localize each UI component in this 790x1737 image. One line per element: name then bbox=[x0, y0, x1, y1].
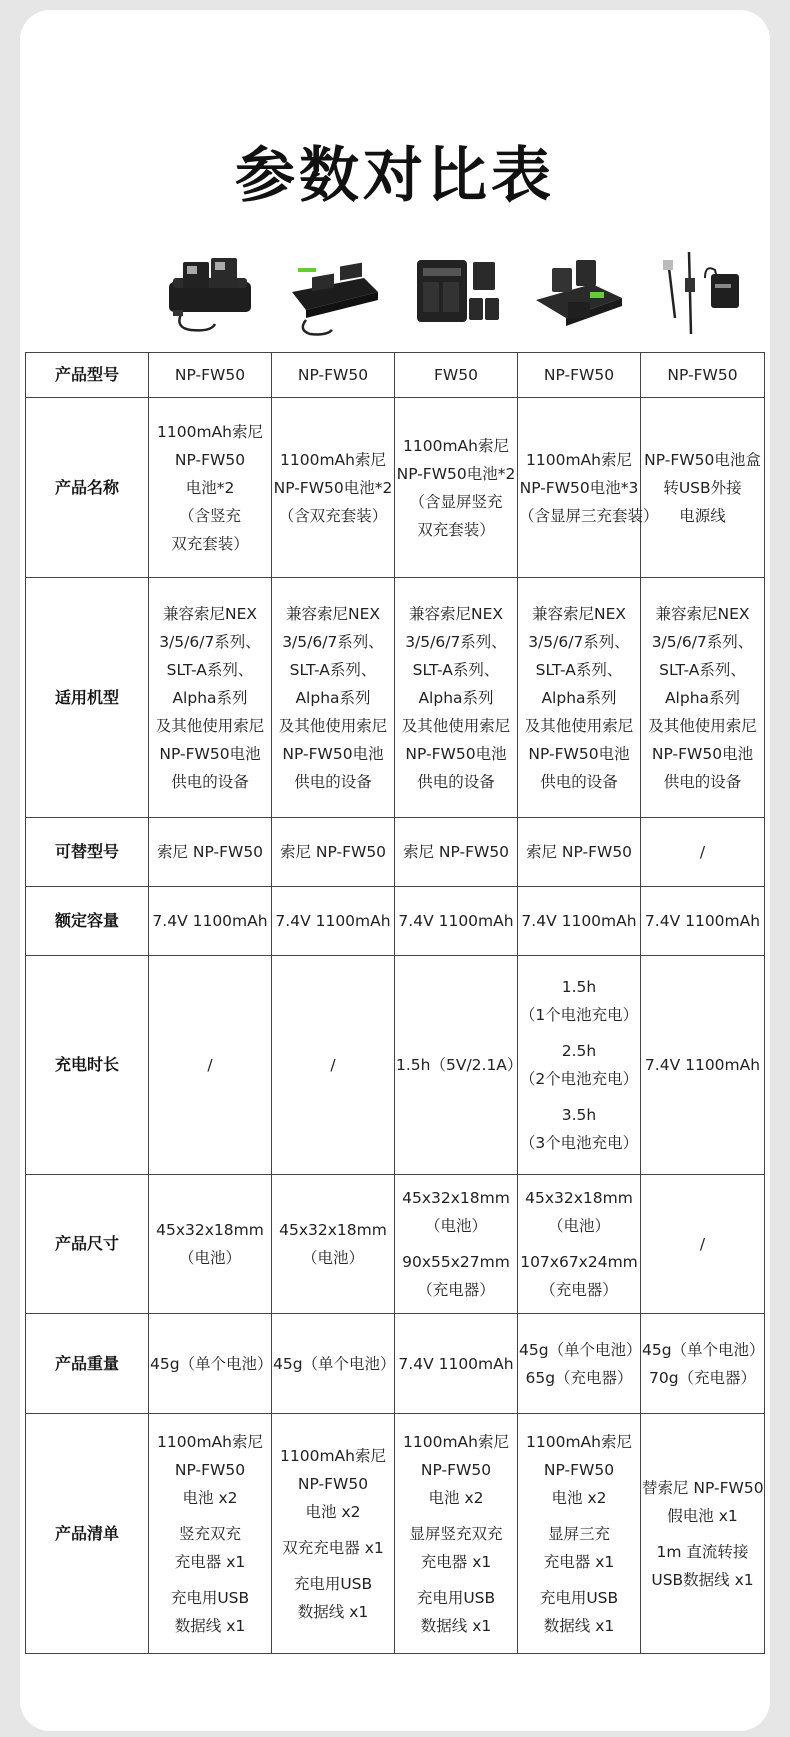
table-cell bbox=[272, 818, 395, 887]
table-cell bbox=[641, 353, 765, 398]
cell-text-line: 45g（单个电池） bbox=[150, 1354, 273, 1373]
table-cell bbox=[272, 1414, 395, 1654]
table-cell bbox=[395, 1414, 518, 1654]
cell-text-line: 兼容索尼NEX bbox=[531, 604, 626, 623]
row-label: 可替型号 bbox=[26, 818, 149, 887]
cell-text-block bbox=[396, 1584, 516, 1640]
table-cell bbox=[641, 887, 765, 956]
table-cell bbox=[641, 956, 765, 1175]
cell-text-line: 供电的设备 bbox=[294, 772, 372, 791]
cell-text-line: 1.5h bbox=[561, 978, 597, 996]
cell-text-line: 供电的设备 bbox=[663, 772, 742, 791]
cell-text-line: 供电的设备 bbox=[417, 772, 495, 791]
cell-text-line: 显屏三充 bbox=[547, 1524, 610, 1543]
cell-text-block bbox=[273, 361, 393, 389]
cell-text-block bbox=[396, 1184, 516, 1240]
dual-display-charger-image bbox=[286, 248, 381, 338]
cell-text-block bbox=[396, 432, 516, 544]
cell-text-block bbox=[642, 1538, 763, 1594]
cell-text-line: 及其他使用索尼 bbox=[401, 716, 511, 735]
cell-text-line: / bbox=[207, 1056, 213, 1074]
table-cell bbox=[395, 578, 518, 818]
cell-text-block bbox=[642, 361, 763, 389]
cell-text-line: 电池 x2 bbox=[182, 1488, 238, 1507]
cell-text-line: 7.4V 1100mAh bbox=[275, 912, 391, 930]
cell-text-line: / bbox=[699, 1235, 706, 1253]
cell-text-line: （1个电池充电） bbox=[519, 1006, 639, 1024]
cell-text-line: NP-FW50电池*3 bbox=[519, 478, 639, 497]
table-cell bbox=[149, 398, 272, 578]
row-label: 产品型号 bbox=[26, 353, 149, 398]
cell-text-line: 兼容索尼NEX bbox=[285, 604, 380, 623]
cell-text-line: 及其他使用索尼 bbox=[155, 716, 265, 735]
cell-text-line: （电池） bbox=[178, 1249, 241, 1267]
cell-text-block bbox=[519, 446, 659, 530]
cell-text-line: 45x32x18mm bbox=[156, 1221, 264, 1239]
dual-charger-with-two-batteries-image bbox=[163, 248, 258, 338]
product-image-1 bbox=[149, 238, 272, 348]
row-label: 产品清单 bbox=[26, 1414, 149, 1654]
cell-text-block bbox=[396, 1428, 516, 1512]
table-cell bbox=[641, 1314, 765, 1414]
cell-text-line: 索尼 NP-FW50 bbox=[279, 843, 387, 861]
cell-text-line: 3/5/6/7系列、 bbox=[651, 632, 754, 651]
cell-text-line: 7.4V 1100mAh bbox=[398, 1354, 514, 1373]
cell-text-block bbox=[396, 1520, 516, 1576]
cell-text-line: 70g（充电器） bbox=[648, 1368, 757, 1387]
cell-text-block bbox=[396, 1350, 516, 1378]
cell-text-block bbox=[396, 838, 516, 866]
cell-text-block bbox=[642, 907, 763, 935]
cell-text-line: NP-FW50电池 bbox=[651, 744, 754, 763]
cell-text-block bbox=[150, 1350, 273, 1378]
cell-text-line: 转USB外接 bbox=[663, 478, 742, 497]
cell-text-line: 45g（单个电池） bbox=[642, 1340, 765, 1359]
cell-text-line: 及其他使用索尼 bbox=[524, 716, 634, 735]
cell-text-line: NP-FW50 bbox=[543, 1460, 615, 1479]
cell-text-line: 双充套装） bbox=[417, 520, 495, 539]
table-cell bbox=[518, 887, 641, 956]
table-row bbox=[26, 1314, 765, 1414]
cell-text-line: NP-FW50电池*2 bbox=[273, 478, 393, 497]
cell-text-line: SLT-A系列、 bbox=[412, 660, 500, 679]
cell-text-line: 及其他使用索尼 bbox=[278, 716, 388, 735]
cell-text-line: 107x67x24mm bbox=[520, 1253, 638, 1271]
cell-text-line: NP-FW50 bbox=[174, 1460, 246, 1479]
cell-text-block bbox=[519, 1101, 639, 1157]
table-cell bbox=[518, 578, 641, 818]
cell-text-block bbox=[150, 361, 270, 389]
cell-text-block bbox=[642, 600, 763, 796]
cell-text-block bbox=[642, 1336, 763, 1392]
cell-text-block bbox=[642, 1230, 763, 1258]
cell-text-line: 7.4V 1100mAh bbox=[398, 912, 514, 930]
table-cell bbox=[395, 1175, 518, 1314]
table-cell bbox=[272, 956, 395, 1175]
cell-text-line: NP-FW50电池 bbox=[405, 744, 507, 763]
table-row bbox=[26, 353, 765, 398]
cell-text-line: 供电的设备 bbox=[540, 772, 618, 791]
cell-text-block bbox=[150, 1051, 270, 1079]
cell-text-block bbox=[396, 361, 516, 389]
table-cell bbox=[272, 578, 395, 818]
spec-comparison-table bbox=[25, 352, 765, 1654]
cell-text-line: 1100mAh索尼 bbox=[403, 1432, 509, 1451]
cell-text-block bbox=[273, 838, 393, 866]
cell-text-line: USB数据线 x1 bbox=[651, 1570, 754, 1589]
cell-text-block bbox=[273, 1350, 396, 1378]
cell-text-block bbox=[273, 1442, 393, 1526]
cell-text-line: 充电用USB bbox=[293, 1574, 373, 1593]
cell-text-line: 3/5/6/7系列、 bbox=[159, 632, 261, 651]
table-row bbox=[26, 887, 765, 956]
cell-text-line: 兼容索尼NEX bbox=[408, 604, 503, 623]
cell-text-line: 7.4V 1100mAh bbox=[644, 912, 761, 930]
usb-dummy-battery-cable-image bbox=[655, 248, 750, 338]
cell-text-line: NP-FW50电池*2 bbox=[396, 464, 516, 483]
cell-text-line: / bbox=[330, 1056, 336, 1074]
cell-text-line: 替索尼 NP-FW50 bbox=[642, 1478, 764, 1497]
product-image-2 bbox=[272, 238, 395, 348]
cell-text-line: （含显屏竖充 bbox=[409, 492, 503, 511]
cell-text-block bbox=[150, 418, 270, 558]
cell-text-line: （3个电池充电） bbox=[519, 1134, 639, 1152]
cell-text-line: 3/5/6/7系列、 bbox=[282, 632, 384, 651]
cell-text-line: SLT-A系列、 bbox=[535, 660, 623, 679]
cell-text-line: 7.4V 1100mAh bbox=[152, 912, 268, 930]
table-cell bbox=[395, 818, 518, 887]
cell-text-block bbox=[519, 1184, 639, 1240]
cell-text-block bbox=[396, 600, 516, 796]
cell-text-line: 3.5h bbox=[561, 1106, 597, 1124]
cell-text-line: （电池） bbox=[301, 1249, 364, 1267]
cell-text-line: 7.4V 1100mAh bbox=[644, 1056, 761, 1074]
cell-text-block bbox=[642, 1051, 763, 1079]
cell-text-block bbox=[519, 1520, 639, 1576]
cell-text-line: NP-FW50 bbox=[543, 366, 615, 384]
row-label: 产品名称 bbox=[26, 398, 149, 578]
product-image-5 bbox=[641, 238, 764, 348]
table-row bbox=[26, 818, 765, 887]
cell-text-line: Alpha系列 bbox=[541, 688, 617, 707]
table-cell bbox=[641, 1175, 765, 1314]
vertical-display-charger-image bbox=[409, 248, 504, 338]
cell-text-line: 1100mAh索尼 bbox=[157, 1432, 263, 1451]
cell-text-block bbox=[273, 1216, 393, 1272]
table-cell bbox=[272, 1314, 395, 1414]
cell-text-block bbox=[519, 1584, 639, 1640]
cell-text-line: 索尼 NP-FW50 bbox=[525, 843, 633, 861]
cell-text-block bbox=[642, 1474, 763, 1530]
table-cell bbox=[395, 398, 518, 578]
cell-text-line: NP-FW50 bbox=[174, 450, 246, 469]
table-cell bbox=[518, 398, 659, 578]
cell-text-line: 电池*2 bbox=[185, 478, 235, 497]
cell-text-block bbox=[519, 1336, 642, 1392]
cell-text-block bbox=[273, 446, 393, 530]
cell-text-line: 数据线 x1 bbox=[543, 1616, 615, 1635]
cell-text-line: （电池） bbox=[547, 1217, 610, 1235]
table-cell bbox=[641, 1414, 765, 1654]
cell-text-line: 1m 直流转接 bbox=[656, 1542, 749, 1561]
cell-text-block bbox=[273, 907, 393, 935]
cell-text-line: NP-FW50 bbox=[174, 366, 246, 384]
table-cell bbox=[518, 1175, 641, 1314]
cell-text-block bbox=[396, 1248, 516, 1304]
table-cell bbox=[641, 578, 765, 818]
table-cell bbox=[272, 1175, 395, 1314]
table-cell bbox=[518, 818, 641, 887]
cell-text-line: 90x55x27mm bbox=[402, 1253, 510, 1271]
table-cell bbox=[518, 1414, 641, 1654]
cell-text-line: 1.5h（5V/2.1A） bbox=[396, 1056, 523, 1074]
cell-text-block bbox=[396, 907, 516, 935]
cell-text-block bbox=[150, 1428, 270, 1512]
page-title: 参数对比表 bbox=[235, 141, 555, 211]
cell-text-line: 索尼 NP-FW50 bbox=[156, 843, 264, 861]
cell-text-line: 45x32x18mm bbox=[402, 1189, 510, 1207]
cell-text-line: 1100mAh索尼 bbox=[280, 450, 386, 469]
table-row bbox=[26, 1414, 765, 1654]
cell-text-line: NP-FW50 bbox=[667, 366, 738, 384]
cell-text-line: 双充套装） bbox=[171, 534, 249, 553]
cell-text-line: 3/5/6/7系列、 bbox=[528, 632, 630, 651]
cell-text-line: Alpha系列 bbox=[664, 688, 741, 707]
cell-text-line: （2个电池充电） bbox=[519, 1070, 639, 1088]
cell-text-line: 45x32x18mm bbox=[279, 1221, 387, 1239]
cell-text-line: FW50 bbox=[434, 366, 478, 384]
cell-text-line: SLT-A系列、 bbox=[289, 660, 377, 679]
cell-text-block bbox=[642, 838, 763, 866]
cell-text-line: Alpha系列 bbox=[172, 688, 248, 707]
cell-text-line: 电池 x2 bbox=[551, 1488, 607, 1507]
cell-text-block bbox=[273, 1570, 393, 1626]
table-cell bbox=[518, 956, 641, 1175]
row-label: 充电时长 bbox=[26, 956, 149, 1175]
cell-text-line: NP-FW50电池盒 bbox=[644, 450, 761, 469]
cell-text-block bbox=[150, 907, 270, 935]
product-image-4 bbox=[518, 238, 641, 348]
cell-text-line: 充电器 x1 bbox=[543, 1552, 615, 1571]
table-row bbox=[26, 956, 765, 1175]
cell-text-line: Alpha系列 bbox=[295, 688, 371, 707]
cell-text-line: 电池 x2 bbox=[305, 1502, 361, 1521]
cell-text-line: 双充充电器 x1 bbox=[282, 1538, 384, 1557]
table-cell bbox=[641, 818, 765, 887]
table-cell bbox=[518, 1314, 641, 1414]
cell-text-line: 充电用USB bbox=[539, 1588, 619, 1607]
cell-text-line: 供电的设备 bbox=[171, 772, 249, 791]
cell-text-line: NP-FW50电池 bbox=[159, 744, 261, 763]
cell-text-line: （含双充套装） bbox=[278, 506, 388, 525]
cell-text-line: 显屏竖充双充 bbox=[409, 1524, 503, 1543]
cell-text-line: NP-FW50 bbox=[297, 1474, 369, 1493]
cell-text-block bbox=[519, 361, 639, 389]
cell-text-line: Alpha系列 bbox=[418, 688, 494, 707]
table-cell bbox=[149, 956, 272, 1175]
table-cell bbox=[395, 353, 518, 398]
row-label: 额定容量 bbox=[26, 887, 149, 956]
table-cell bbox=[395, 887, 518, 956]
cell-text-line: 7.4V 1100mAh bbox=[521, 912, 637, 930]
table-cell bbox=[272, 398, 395, 578]
cell-text-block bbox=[519, 600, 639, 796]
table-cell bbox=[395, 956, 523, 1175]
cell-text-block bbox=[273, 1051, 393, 1079]
cell-text-line: 数据线 x1 bbox=[420, 1616, 492, 1635]
product-image-3 bbox=[395, 238, 518, 348]
cell-text-line: 兼容索尼NEX bbox=[162, 604, 257, 623]
cell-text-line: NP-FW50电池 bbox=[528, 744, 630, 763]
cell-text-block bbox=[519, 1248, 639, 1304]
cell-text-block bbox=[150, 838, 270, 866]
cell-text-block bbox=[150, 1520, 270, 1576]
table-cell bbox=[149, 1314, 272, 1414]
cell-text-line: NP-FW50 bbox=[297, 366, 369, 384]
row-label: 产品尺寸 bbox=[26, 1175, 149, 1314]
cell-text-line: 充电器 x1 bbox=[174, 1552, 246, 1571]
cell-text-line: 3/5/6/7系列、 bbox=[405, 632, 507, 651]
cell-text-line: 1100mAh索尼 bbox=[526, 1432, 632, 1451]
cell-text-line: 1100mAh索尼 bbox=[157, 422, 263, 441]
row-label: 产品重量 bbox=[26, 1314, 149, 1414]
table-cell bbox=[149, 1175, 272, 1314]
cell-text-block bbox=[519, 838, 639, 866]
cell-text-line: 1100mAh索尼 bbox=[526, 450, 632, 469]
table-cell bbox=[518, 353, 641, 398]
cell-text-line: 1100mAh索尼 bbox=[403, 436, 509, 455]
cell-text-line: 索尼 NP-FW50 bbox=[402, 843, 510, 861]
cell-text-line: 电源线 bbox=[679, 506, 726, 525]
triple-charger-with-batteries-image bbox=[532, 248, 627, 338]
cell-text-block bbox=[519, 907, 639, 935]
cell-text-block bbox=[150, 1584, 270, 1640]
cell-text-line: （电池） bbox=[424, 1217, 487, 1235]
cell-text-line: SLT-A系列、 bbox=[166, 660, 254, 679]
cell-text-block bbox=[150, 1216, 270, 1272]
row-label: 适用机型 bbox=[26, 578, 149, 818]
cell-text-line: （含显屏三充套装） bbox=[519, 506, 659, 525]
cell-text-line: SLT-A系列、 bbox=[659, 660, 746, 679]
table-row bbox=[26, 578, 765, 818]
cell-text-line: 数据线 x1 bbox=[174, 1616, 246, 1635]
cell-text-block bbox=[519, 1037, 639, 1093]
table-cell bbox=[149, 353, 272, 398]
table-cell bbox=[149, 578, 272, 818]
table-cell bbox=[149, 818, 272, 887]
table-cell bbox=[395, 1314, 518, 1414]
cell-text-line: （含竖充 bbox=[178, 506, 241, 525]
cell-text-line: 45g（单个电池） bbox=[273, 1354, 396, 1373]
cell-text-line: 充电用USB bbox=[170, 1588, 250, 1607]
cell-text-block bbox=[273, 600, 393, 796]
cell-text-line: 竖充双充 bbox=[178, 1524, 241, 1543]
cell-text-line: 及其他使用索尼 bbox=[648, 716, 757, 735]
cell-text-block bbox=[396, 1051, 523, 1079]
table-cell bbox=[149, 1414, 272, 1654]
cell-text-line: 电池 x2 bbox=[428, 1488, 484, 1507]
table-cell bbox=[641, 398, 765, 578]
cell-text-block bbox=[150, 600, 270, 796]
cell-text-line: 1100mAh索尼 bbox=[280, 1446, 386, 1465]
cell-text-line: 2.5h bbox=[561, 1042, 597, 1060]
cell-text-block bbox=[273, 1534, 393, 1562]
cell-text-line: 45x32x18mm bbox=[525, 1189, 633, 1207]
table-cell bbox=[272, 353, 395, 398]
product-images-row bbox=[149, 238, 764, 348]
cell-text-line: 兼容索尼NEX bbox=[655, 604, 750, 623]
cell-text-line: 65g（充电器） bbox=[525, 1368, 633, 1387]
cell-text-line: 充电器 x1 bbox=[420, 1552, 492, 1571]
table-row bbox=[26, 1175, 765, 1314]
cell-text-line: 数据线 x1 bbox=[297, 1602, 369, 1621]
cell-text-line: （充电器） bbox=[417, 1281, 495, 1299]
cell-text-line: NP-FW50 bbox=[420, 1460, 492, 1479]
cell-text-block bbox=[642, 446, 763, 530]
cell-text-block bbox=[519, 973, 639, 1029]
table-cell bbox=[149, 887, 272, 956]
cell-text-block bbox=[519, 1428, 639, 1512]
cell-text-line: NP-FW50电池 bbox=[282, 744, 384, 763]
table-cell bbox=[272, 887, 395, 956]
cell-text-line: 假电池 x1 bbox=[667, 1506, 738, 1525]
cell-text-line: （充电器） bbox=[540, 1281, 618, 1299]
table-row bbox=[26, 398, 765, 578]
cell-text-line: 充电用USB bbox=[416, 1588, 496, 1607]
cell-text-line: / bbox=[699, 843, 706, 861]
cell-text-line: 45g（单个电池） bbox=[519, 1340, 642, 1359]
